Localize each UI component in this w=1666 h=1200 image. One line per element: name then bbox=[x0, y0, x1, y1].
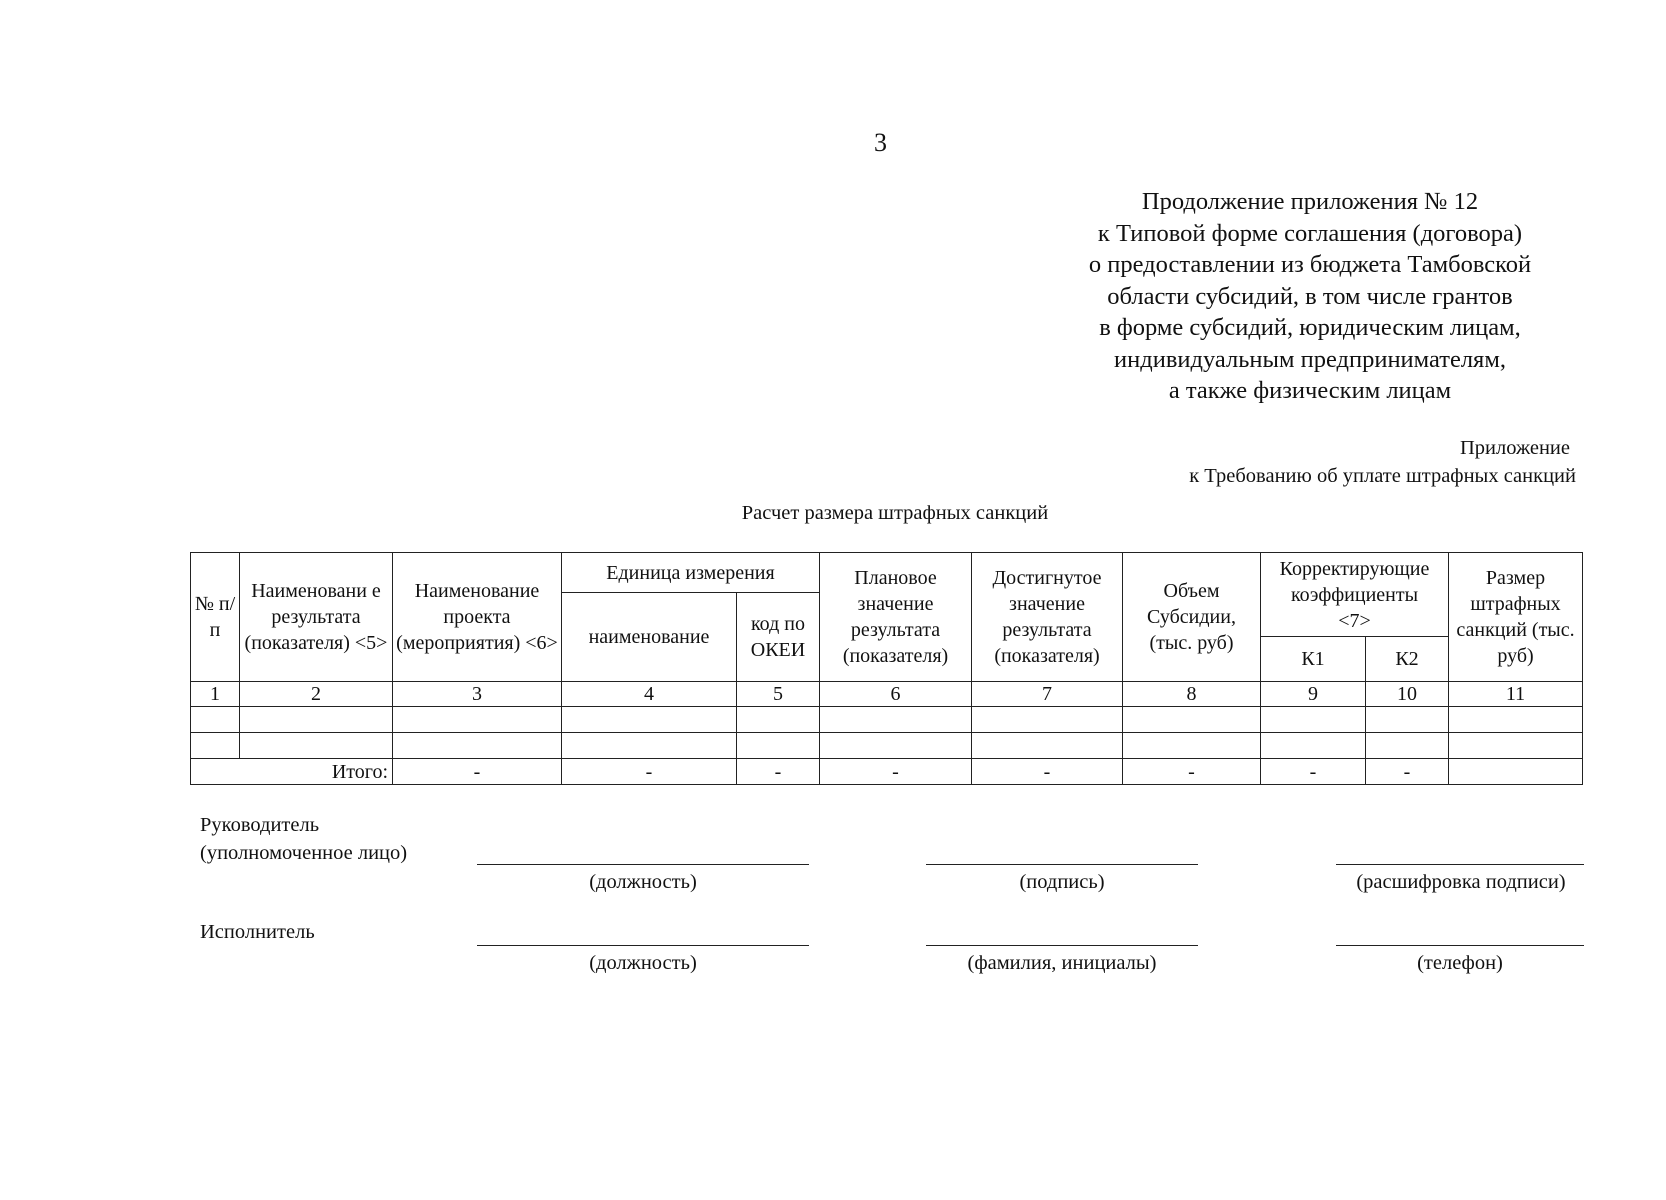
column-number: 7 bbox=[972, 682, 1123, 707]
header-result-name: Наименовани е результата (показателя) <5> bbox=[240, 553, 393, 682]
table-cell bbox=[1123, 733, 1261, 759]
position-signature-line[interactable] bbox=[477, 864, 809, 865]
executor-phone-line[interactable] bbox=[1336, 945, 1584, 946]
total-cell: - bbox=[737, 759, 820, 785]
table-title: Расчет размера штрафных санкций bbox=[741, 502, 1049, 524]
header-achieved-value: Достигнутое значение результата (показателя) bbox=[972, 553, 1123, 682]
header-k2: К2 bbox=[1366, 637, 1449, 682]
total-cell: - bbox=[820, 759, 972, 785]
table-cell bbox=[562, 733, 737, 759]
continuation-line: Продолжение приложения № 12 bbox=[1141, 188, 1479, 215]
header-planned-value: Плановое значение результата (показателя) bbox=[820, 553, 972, 682]
executor-phone-caption: (телефон) bbox=[1417, 952, 1503, 974]
continuation-line: а также физическим лицам bbox=[1168, 377, 1452, 404]
total-cell: - bbox=[1261, 759, 1366, 785]
table-cell bbox=[1261, 707, 1366, 733]
header-unit-code: код по ОКЕИ bbox=[737, 593, 820, 682]
table-cell bbox=[562, 707, 737, 733]
table-cell bbox=[191, 707, 240, 733]
continuation-line: в форме субсидий, юридическим лицам, bbox=[1099, 314, 1521, 341]
header-unit-group: Единица измерения bbox=[562, 553, 820, 593]
header-penalty-amount: Размер штрафных санкций (тыс. руб) bbox=[1449, 553, 1583, 682]
column-number: 4 bbox=[562, 682, 737, 707]
appendix-subtitle: к Требованию об уплате штрафных санкций bbox=[1189, 465, 1576, 487]
table-cell bbox=[240, 733, 393, 759]
header-k1: К1 bbox=[1261, 637, 1366, 682]
table-cell bbox=[393, 733, 562, 759]
header-unit-name: наименование bbox=[562, 593, 737, 682]
column-number: 9 bbox=[1261, 682, 1366, 707]
total-cell: - bbox=[1123, 759, 1261, 785]
appendix-continuation-heading bbox=[1010, 186, 1610, 407]
total-cell: - bbox=[1366, 759, 1449, 785]
column-number: 8 bbox=[1123, 682, 1261, 707]
header-row-number: № п/п bbox=[191, 553, 240, 682]
table-cell bbox=[393, 707, 562, 733]
page-number: 3 bbox=[874, 128, 887, 157]
header-subsidy-volume: Объем Субсидии, (тыс. руб) bbox=[1123, 553, 1261, 682]
continuation-line: индивидуальным предпринимателям, bbox=[1114, 345, 1506, 373]
table-cell bbox=[972, 733, 1123, 759]
total-cell: - bbox=[562, 759, 737, 785]
continuation-line: к Типовой форме соглашения (договора) bbox=[1097, 219, 1523, 247]
header-project-name: Наименование проекта (мероприятия) <6> bbox=[393, 553, 562, 682]
position-caption: (должность) bbox=[589, 871, 697, 893]
executor-position-caption: (должность) bbox=[589, 952, 697, 974]
column-number: 11 bbox=[1449, 682, 1583, 707]
column-number: 10 bbox=[1366, 682, 1449, 707]
column-number: 2 bbox=[240, 682, 393, 707]
executor-name-caption: (фамилия, инициалы) bbox=[967, 952, 1157, 974]
head-label: Руководитель bbox=[200, 814, 320, 836]
table-cell bbox=[1449, 707, 1583, 733]
total-row bbox=[191, 759, 1583, 785]
sanctions-table bbox=[190, 552, 1583, 785]
continuation-line: области субсидий, в том числе грантов bbox=[1107, 282, 1513, 310]
table-cell bbox=[1366, 733, 1449, 759]
table-cell bbox=[820, 707, 972, 733]
table-cell bbox=[972, 707, 1123, 733]
signature-caption: (подпись) bbox=[1019, 871, 1105, 893]
executor-name-line[interactable] bbox=[926, 945, 1198, 946]
table-cell bbox=[1123, 707, 1261, 733]
column-number: 1 bbox=[191, 682, 240, 707]
table-cell bbox=[1261, 733, 1366, 759]
signature-decode-caption: (расшифровка подписи) bbox=[1356, 871, 1566, 893]
table-cell bbox=[191, 733, 240, 759]
executor-position-line[interactable] bbox=[477, 945, 809, 946]
total-cell bbox=[1449, 759, 1583, 785]
table-row bbox=[191, 707, 1583, 733]
total-label: Итого: bbox=[191, 759, 393, 785]
total-cell: - bbox=[393, 759, 562, 785]
correction-label: Корректирующие коэффициенты bbox=[1279, 557, 1430, 606]
table-cell bbox=[737, 733, 820, 759]
table-cell bbox=[737, 707, 820, 733]
signature-line[interactable] bbox=[926, 864, 1198, 865]
appendix-title: Приложение bbox=[1459, 437, 1570, 459]
authorized-person-label: (уполномоченное лицо) bbox=[200, 842, 408, 864]
continuation-line: о предоставлении из бюджета Тамбовской bbox=[1088, 251, 1532, 278]
correction-footnote: <7> bbox=[1338, 609, 1371, 632]
appendix-heading bbox=[1189, 434, 1576, 490]
table-cell bbox=[820, 733, 972, 759]
signature-decode-line[interactable] bbox=[1336, 864, 1584, 865]
column-number: 6 bbox=[820, 682, 972, 707]
header-correction-coefficients bbox=[1261, 553, 1449, 637]
column-number: 5 bbox=[737, 682, 820, 707]
table-cell bbox=[1449, 733, 1583, 759]
column-number: 3 bbox=[393, 682, 562, 707]
total-cell: - bbox=[972, 759, 1123, 785]
executor-label: Исполнитель bbox=[200, 921, 315, 943]
table-row bbox=[191, 733, 1583, 759]
column-number-row bbox=[191, 682, 1583, 707]
table-cell bbox=[240, 707, 393, 733]
table-cell bbox=[1366, 707, 1449, 733]
